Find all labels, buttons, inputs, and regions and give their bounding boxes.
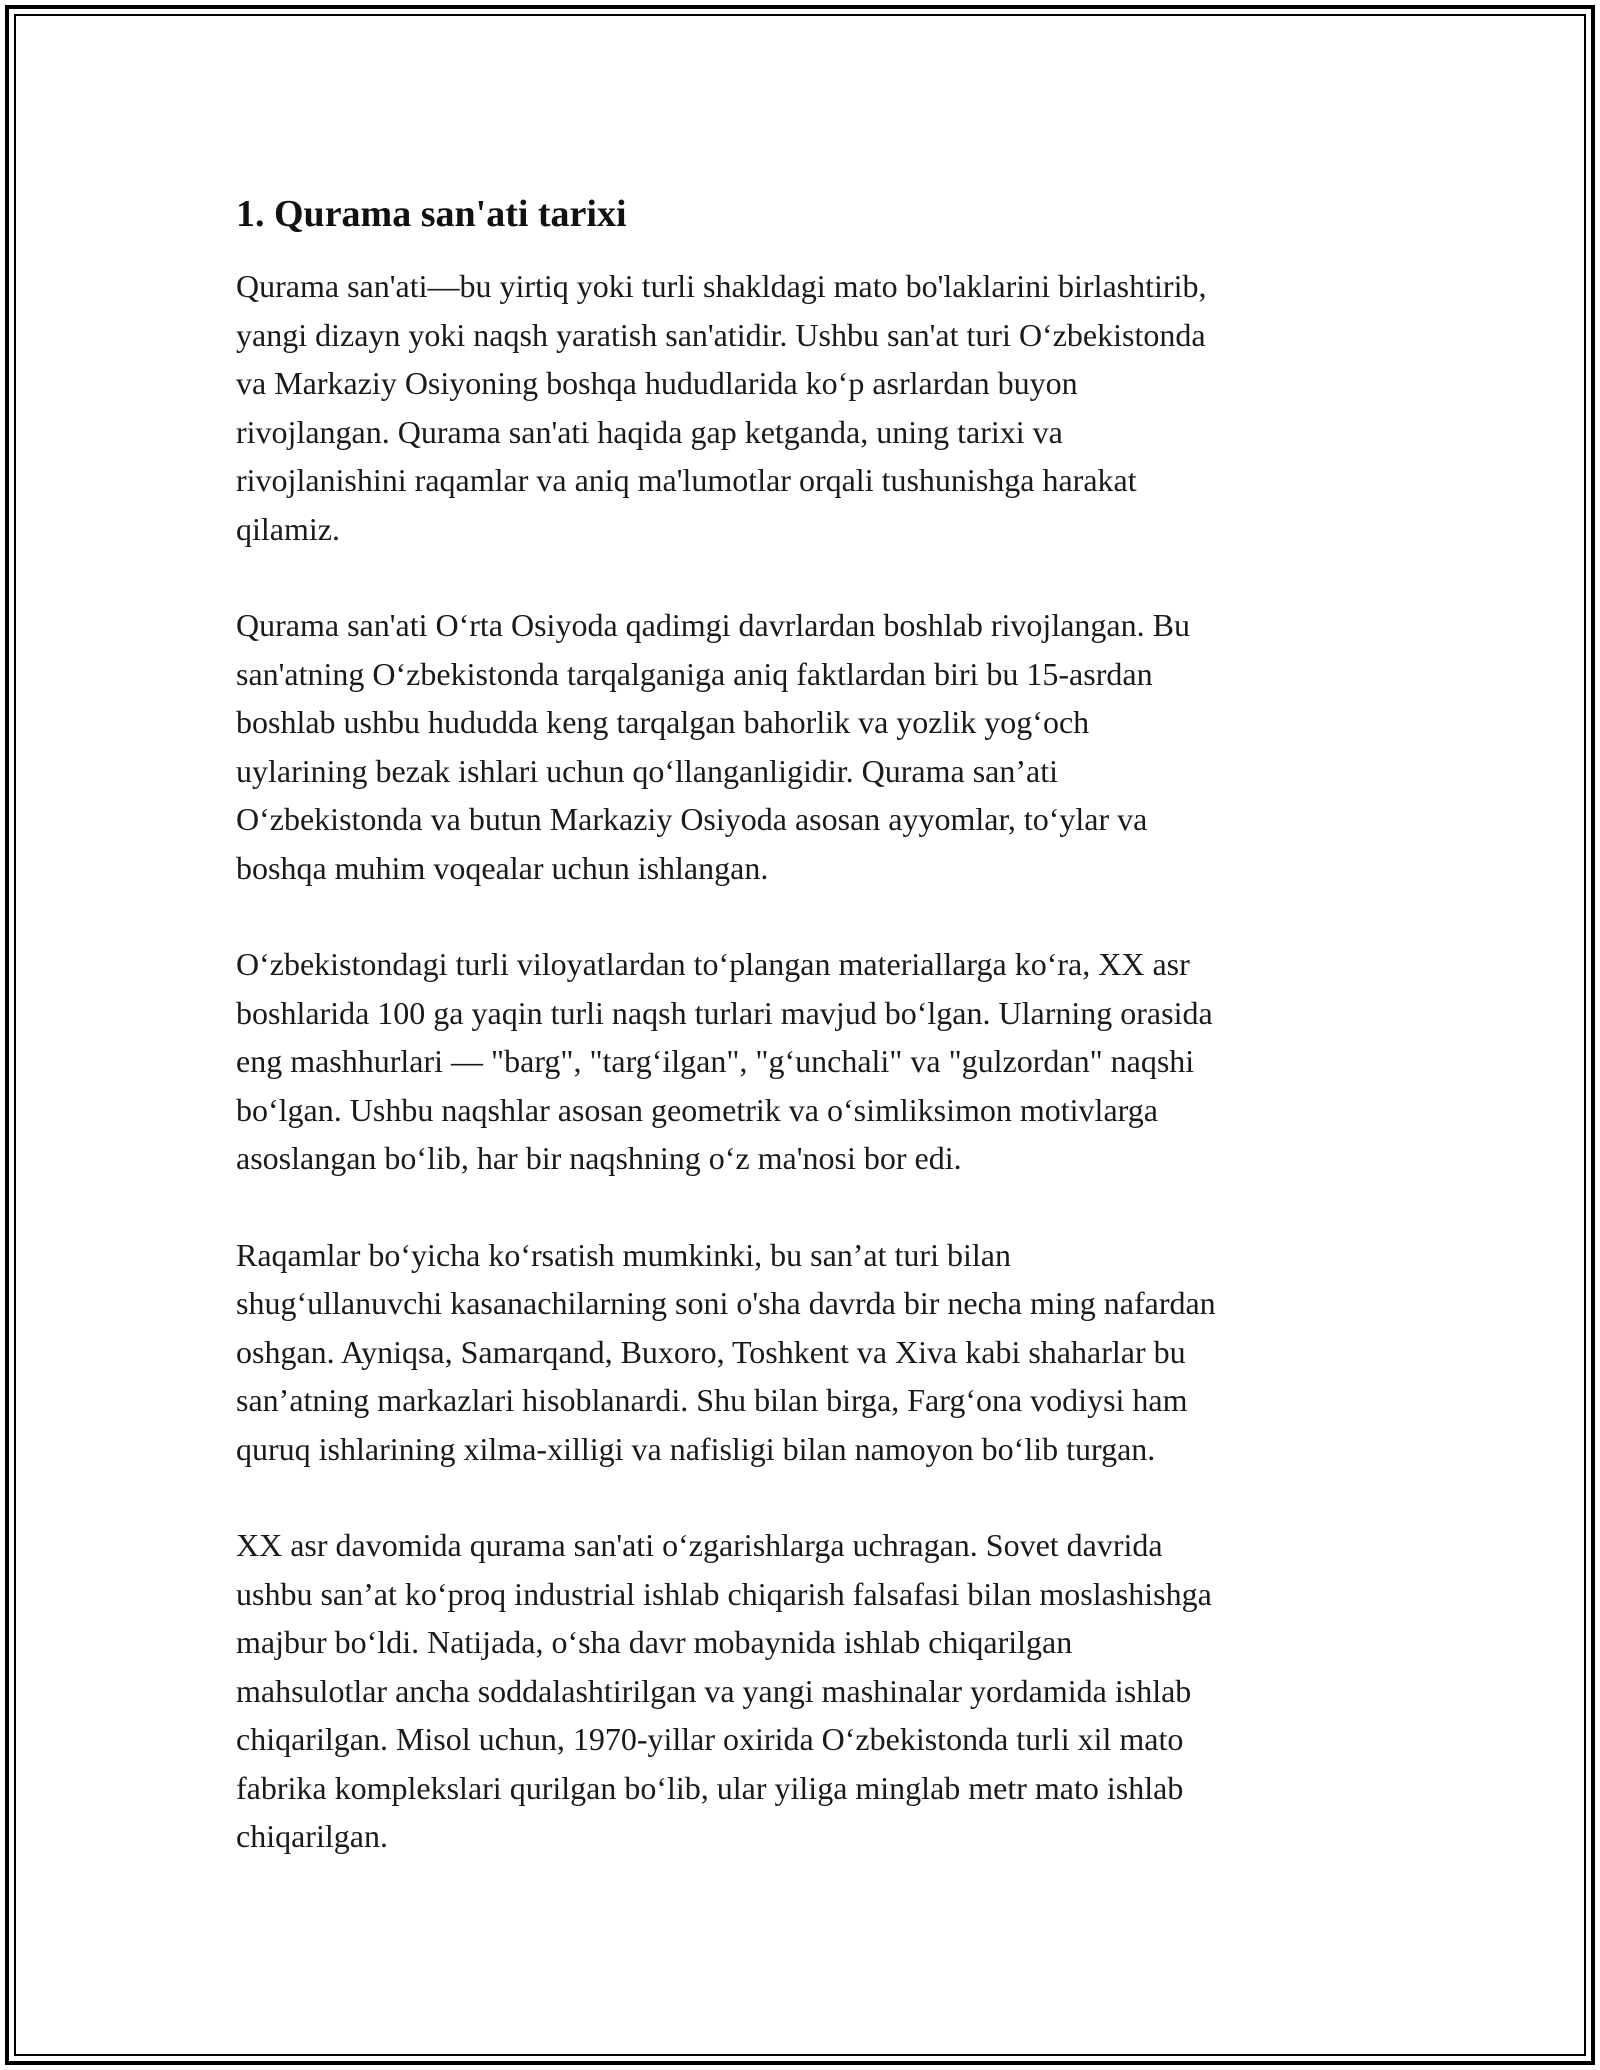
paragraph-line: O‘zbekistondagi turli viloyatlardan to‘plangan materiallarga ko‘ra, XX asr xyxy=(236,946,1190,982)
paragraph-line: bo‘lgan. Ushbu naqshlar asosan geometrik va o‘simliksimon motivlarga xyxy=(236,1091,1158,1128)
paragraph-line: mahsulotlar ancha soddalashtirilgan va yangi mashinalar yordamida ishlab xyxy=(236,1672,1192,1709)
paragraph-line: yangi dizayn yoki naqsh yaratish san'atidir. Ushbu san'at turi O‘zbekistonda xyxy=(236,316,1206,353)
section-title: 1. Qurama san'ati tarixi xyxy=(236,193,627,235)
paragraph-line: boshlarida 100 ga yaqin turli naqsh turlari mavjud bo‘lgan. Ularning orasida xyxy=(236,994,1213,1031)
paragraph-line: Raqamlar bo‘yicha ko‘rsatish mumkinki, bu san’at turi bilan xyxy=(236,1236,1011,1273)
paragraph-line: chiqarilgan. xyxy=(236,1818,388,1854)
paragraph-line: XX asr davomida qurama san'ati o‘zgarishlarga uchragan. Sovet davrida xyxy=(236,1527,1163,1563)
paragraph-line: ushbu san’at ko‘proq industrial ishlab chiqarish falsafasi bilan moslashishga xyxy=(236,1575,1212,1612)
paragraph-line: uylarining bezak ishlari uchun qo‘llanganligidir. Qurama san’ati xyxy=(236,752,1058,789)
paragraph-line: majbur bo‘ldi. Natijada, o‘sha davr mobaynida ishlab chiqarilgan xyxy=(236,1624,1073,1660)
paragraph-3 xyxy=(236,940,1366,1183)
paragraph-line: O‘zbekistonda va butun Markaziy Osiyoda asosan ayyomlar, to‘ylar va xyxy=(236,801,1148,837)
paragraph-line: asoslangan bo‘lib, har bir naqshning o‘z ma'nosi bor edi. xyxy=(236,1140,962,1176)
paragraph-1 xyxy=(236,262,1366,553)
paragraph-line: san’atning markazlari hisoblanardi. Shu bilan birga, Farg‘ona vodiysi ham xyxy=(236,1382,1188,1418)
paragraph-line: oshgan. Ayniqsa, Samarqand, Buxoro, Toshkent va Xiva kabi shaharlar bu xyxy=(236,1333,1186,1370)
paragraph-2 xyxy=(236,601,1366,892)
paragraph-line: qilamiz. xyxy=(236,510,340,547)
paragraph-line: Qurama san'ati—bu yirtiq yoki turli shakldagi mato bo'laklarini birlashtirib, xyxy=(236,268,1207,304)
paragraph-line: boshlab ushbu hududda keng tarqalgan bahorlik va yozlik yog‘och xyxy=(236,704,1090,740)
paragraph-line: boshqa muhim voqealar uchun ishlangan. xyxy=(236,849,769,886)
paragraph-line: san'atning O‘zbekistonda tarqalganiga aniq faktlardan biri bu 15-asrdan xyxy=(236,655,1153,692)
paragraph-line: va Markaziy Osiyoning boshqa hududlarida ko‘p asrlardan buyon xyxy=(236,365,1078,401)
paragraph-line: quruq ishlarining xilma-xilligi va nafisligi bilan namoyon bo‘lib turgan. xyxy=(236,1430,1156,1467)
document-body xyxy=(236,186,1366,1909)
paragraph-line: eng mashhurlari — "barg", "targ‘ilgan", "g‘unchali" va "gulzordan" naqshi xyxy=(236,1043,1195,1079)
paragraph-4 xyxy=(236,1231,1366,1474)
paragraph-line: rivojlangan. Qurama san'ati haqida gap ketganda, uning tarixi va xyxy=(236,413,1063,450)
paragraph-5 xyxy=(236,1521,1366,1861)
paragraph-line: Qurama san'ati O‘rta Osiyoda qadimgi davrlardan boshlab rivojlangan. Bu xyxy=(236,607,1190,643)
paragraph-line: chiqarilgan. Misol uchun, 1970-yillar oxirida O‘zbekistonda turli xil mato xyxy=(236,1721,1184,1757)
paragraph-line: fabrika komplekslari qurilgan bo‘lib, ular yiliga minglab metr mato ishlab xyxy=(236,1769,1184,1806)
paragraph-line: shug‘ullanuvchi kasanachilarning soni o'sha davrda bir necha ming nafardan xyxy=(236,1285,1216,1321)
paragraph-line: rivojlanishini raqamlar va aniq ma'lumotlar orqali tushunishga harakat xyxy=(236,462,1137,498)
